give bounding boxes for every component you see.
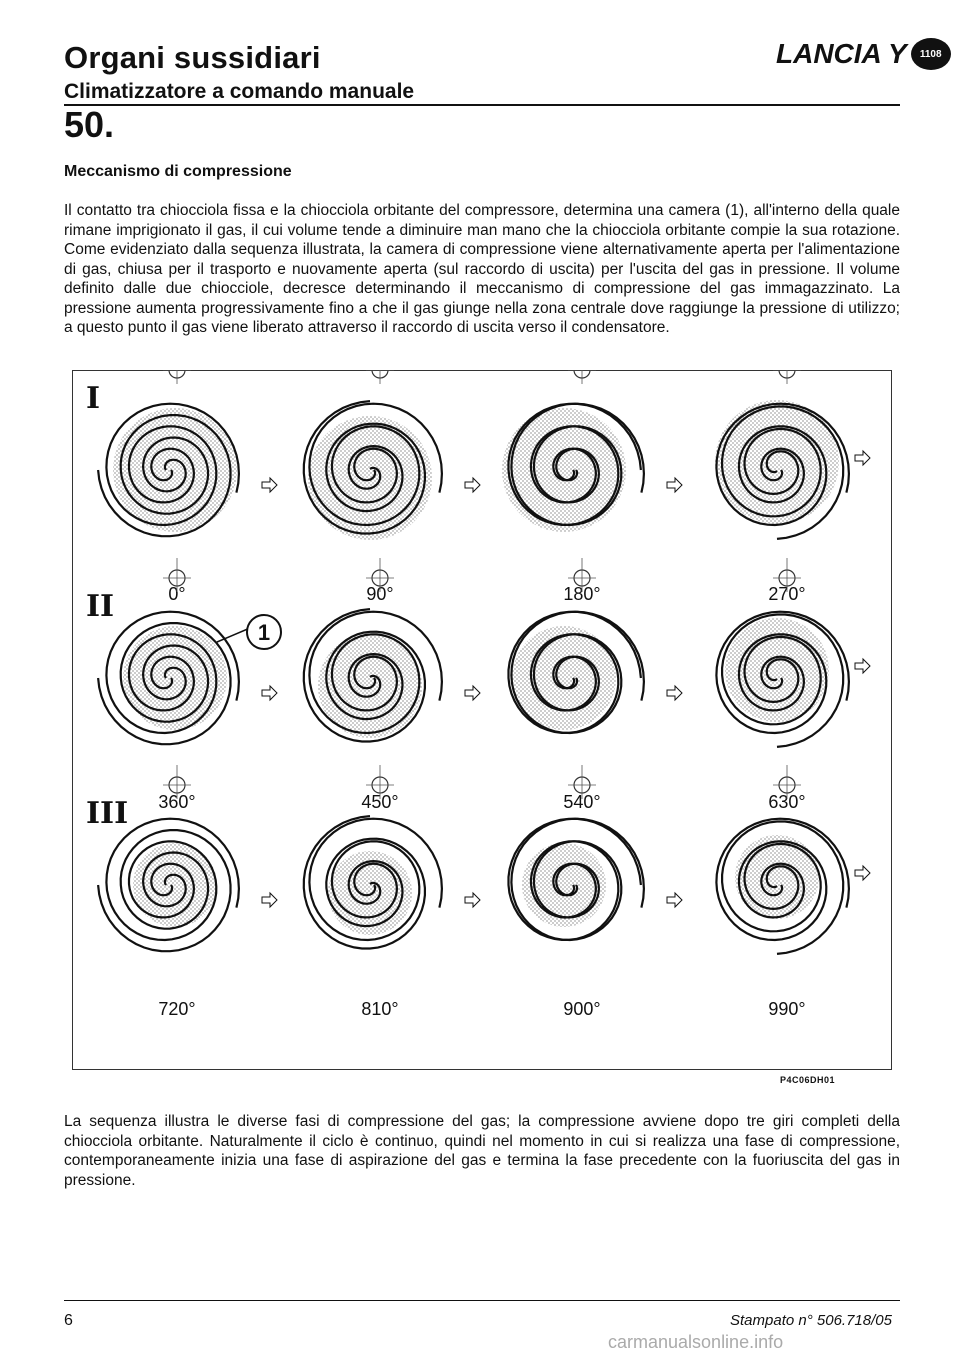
scroll-compression-diagram <box>72 370 892 1070</box>
angle-label: 630° <box>768 792 806 812</box>
sequence-arrow-icon <box>855 659 870 673</box>
angle-label: 450° <box>361 792 399 812</box>
header-title: Organi sussidiari <box>64 40 321 75</box>
angle-label: 360° <box>158 792 196 812</box>
watermark: carmanualsonline.info <box>608 1332 784 1352</box>
brand-logo <box>776 38 951 70</box>
brand-badge-icon: 1108 <box>911 38 951 70</box>
angle-label: 720° <box>158 999 196 1019</box>
figure-code: P4C06DH01 <box>780 1075 836 1085</box>
section-number: 50. <box>64 104 115 145</box>
row-label: I <box>86 381 101 416</box>
angle-label: 810° <box>361 999 399 1019</box>
angle-label: 180° <box>563 584 601 604</box>
subheading: Meccanismo di compressione <box>64 163 292 180</box>
footer-rule <box>64 1300 900 1301</box>
angle-label: 0° <box>168 584 186 604</box>
sequence-arrow-icon <box>262 478 277 492</box>
sequence-arrow-icon <box>667 893 682 907</box>
printed-ref: Stampato n° 506.718/05 <box>730 1312 892 1329</box>
intro-paragraph: Il contatto tra chiocciola fissa e la chiocciola orbitante del compressore, determina una camera (1), all'interno della quale rimane imprigionato il gas, il cui volume tende a diminuire man mano che la chiocciola orbitante compie la sua rotazione. Come evidenziato dalla sequenza illustrata, la camera di compressione viene alternativamente aperta per l'alimentazione di gas, chiusa per il trasporto e nuovamente aperta (sul raccordo di uscita) per l'uscita del gas in pressione. Il volume definito dalle due chiocciole, decresce determinando il meccanismo di compressione del gas immagazzinato. La pressione aumenta progressivamente fino a che il gas giunge nella zona centrale dove raggiunge la pressione di utilizzo; a questo punto il gas viene liberato attraverso il raccordo di uscita verso il condensatore. <box>64 202 900 336</box>
angle-label: 900° <box>563 999 601 1019</box>
callout-number: 1 <box>257 620 271 645</box>
angle-label: 270° <box>768 584 806 604</box>
page-number: 6 <box>64 1312 73 1329</box>
sequence-arrow-icon <box>667 686 682 700</box>
angle-label: 90° <box>366 584 394 604</box>
angle-label: 990° <box>768 999 806 1019</box>
sequence-arrow-icon <box>465 478 480 492</box>
brand-name: LANCIA Y <box>776 38 907 69</box>
sequence-arrow-icon <box>465 893 480 907</box>
row-label: III <box>86 796 129 831</box>
row-label: II <box>86 589 115 624</box>
sequence-arrow-icon <box>262 686 277 700</box>
header-subtitle: Climatizzatore a comando manuale <box>64 80 415 103</box>
sequence-arrow-icon <box>262 893 277 907</box>
sequence-arrow-icon <box>465 686 480 700</box>
header-rule <box>64 104 900 106</box>
angle-label: 540° <box>563 792 601 812</box>
gas-chamber <box>123 626 227 730</box>
sequence-arrow-icon <box>855 451 870 465</box>
explanation-paragraph: La sequenza illustra le diverse fasi di compressione del gas; la compressione avviene dopo tre giri completi della chiocciola orbitante. Naturalmente il ciclo è continuo, quindi nel momento in cui si realizza una fase di compressione, contemporaneamente inizia una fase di aspirazione del gas e termina la fase precedente con la fuoriuscita del gas in pressione. <box>64 1113 900 1189</box>
sequence-arrow-icon <box>855 866 870 880</box>
sequence-arrow-icon <box>667 478 682 492</box>
